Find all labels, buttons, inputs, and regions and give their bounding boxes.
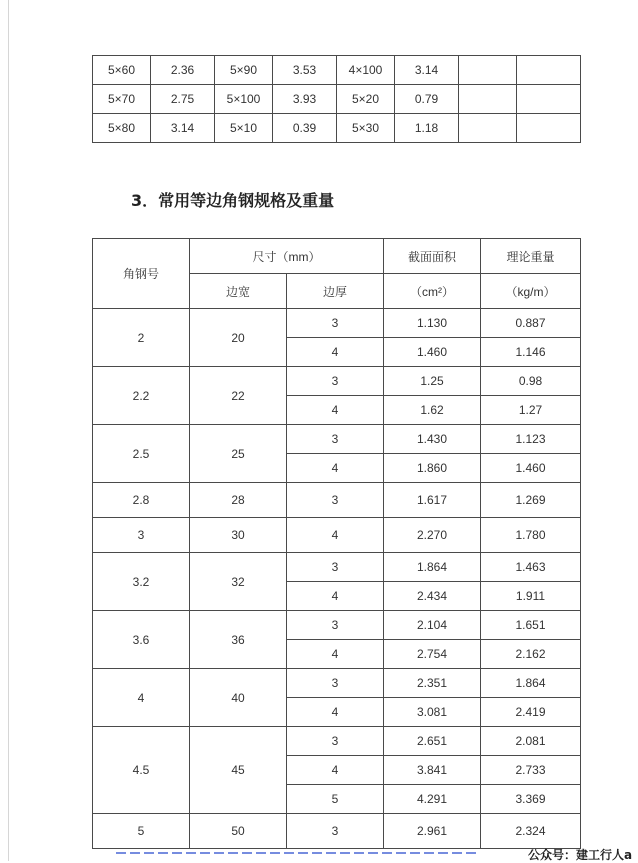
thickness-cell: 3 xyxy=(287,611,384,640)
header-weight: 理论重量 xyxy=(481,239,581,274)
area-cell: 1.460 xyxy=(384,338,481,367)
thickness-cell: 3 xyxy=(287,367,384,396)
weight-cell: 0.98 xyxy=(481,367,581,396)
thickness-cell: 4 xyxy=(287,396,384,425)
footer-link-underline[interactable] xyxy=(116,852,476,854)
table-row xyxy=(93,518,581,553)
angle-no-cell: 3.6 xyxy=(93,611,190,669)
weight-cell: 1.864 xyxy=(481,669,581,698)
weight-cell: 1.269 xyxy=(481,483,581,518)
area-cell: 2.651 xyxy=(384,727,481,756)
thickness-cell: 4 xyxy=(287,640,384,669)
table-row xyxy=(93,309,581,338)
section-title: 3．常用等边角钢规格及重量 xyxy=(131,191,335,210)
table-cell: 5×30 xyxy=(337,114,395,143)
weight-cell: 1.146 xyxy=(481,338,581,367)
header-angle-no: 角钢号 xyxy=(93,239,190,309)
table-cell: 5×70 xyxy=(93,85,151,114)
width-cell: 50 xyxy=(190,814,287,849)
width-cell: 22 xyxy=(190,367,287,425)
table-cell: 2.75 xyxy=(151,85,215,114)
thickness-cell: 4 xyxy=(287,518,384,553)
thickness-cell: 3 xyxy=(287,814,384,849)
area-cell: 3.081 xyxy=(384,698,481,727)
header-area-unit: （cm²） xyxy=(384,274,481,309)
table-cell: 4×100 xyxy=(337,56,395,85)
table-cell: 5×90 xyxy=(215,56,273,85)
weight-cell: 1.651 xyxy=(481,611,581,640)
table-cell: 5×80 xyxy=(93,114,151,143)
area-cell: 2.270 xyxy=(384,518,481,553)
header-size: 尺寸（mm） xyxy=(190,239,384,274)
weight-cell: 2.419 xyxy=(481,698,581,727)
table-row xyxy=(93,553,581,582)
area-cell: 3.841 xyxy=(384,756,481,785)
thickness-cell: 3 xyxy=(287,727,384,756)
area-cell: 2.434 xyxy=(384,582,481,611)
table-cell: 5×20 xyxy=(337,85,395,114)
weight-cell: 2.733 xyxy=(481,756,581,785)
thickness-cell: 5 xyxy=(287,785,384,814)
area-cell: 1.25 xyxy=(384,367,481,396)
table-cell: 5×100 xyxy=(215,85,273,114)
table-cell xyxy=(517,56,581,85)
weight-cell: 0.887 xyxy=(481,309,581,338)
table-cell xyxy=(459,114,517,143)
table-row xyxy=(93,85,581,114)
table-cell xyxy=(459,85,517,114)
header-thickness: 边厚 xyxy=(287,274,384,309)
angle-no-cell: 4.5 xyxy=(93,727,190,814)
width-cell: 32 xyxy=(190,553,287,611)
area-cell: 2.351 xyxy=(384,669,481,698)
table-cell: 1.18 xyxy=(395,114,459,143)
weight-cell: 2.162 xyxy=(481,640,581,669)
table-cell: 3.14 xyxy=(395,56,459,85)
weight-cell: 1.780 xyxy=(481,518,581,553)
table-cell xyxy=(459,56,517,85)
thickness-cell: 4 xyxy=(287,756,384,785)
table-cell: 0.39 xyxy=(273,114,337,143)
table-cell xyxy=(517,114,581,143)
table-cell xyxy=(517,85,581,114)
table-row xyxy=(93,611,581,640)
table-row xyxy=(93,814,581,849)
header-area: 截面面积 xyxy=(384,239,481,274)
thickness-cell: 3 xyxy=(287,309,384,338)
table-row xyxy=(93,483,581,518)
table-row xyxy=(93,114,581,143)
width-cell: 20 xyxy=(190,309,287,367)
page-left-border xyxy=(8,0,9,861)
table-cell: 5×10 xyxy=(215,114,273,143)
table-cell: 3.93 xyxy=(273,85,337,114)
thickness-cell: 3 xyxy=(287,669,384,698)
area-cell: 1.860 xyxy=(384,454,481,483)
table-cell: 5×60 xyxy=(93,56,151,85)
angle-no-cell: 2.2 xyxy=(93,367,190,425)
weight-cell: 1.463 xyxy=(481,553,581,582)
thickness-cell: 4 xyxy=(287,454,384,483)
angle-no-cell: 2 xyxy=(93,309,190,367)
area-cell: 2.961 xyxy=(384,814,481,849)
width-cell: 25 xyxy=(190,425,287,483)
width-cell: 45 xyxy=(190,727,287,814)
area-cell: 2.104 xyxy=(384,611,481,640)
thickness-cell: 4 xyxy=(287,698,384,727)
header-weight-unit: （kg/m） xyxy=(481,274,581,309)
equal-angle-steel-table xyxy=(92,238,581,849)
thickness-cell: 4 xyxy=(287,582,384,611)
width-cell: 36 xyxy=(190,611,287,669)
thickness-cell: 3 xyxy=(287,553,384,582)
weight-cell: 1.123 xyxy=(481,425,581,454)
table-row xyxy=(93,56,581,85)
angle-no-cell: 2.5 xyxy=(93,425,190,483)
table-cell: 0.79 xyxy=(395,85,459,114)
weight-cell: 1.460 xyxy=(481,454,581,483)
table-cell: 2.36 xyxy=(151,56,215,85)
angle-no-cell: 2.8 xyxy=(93,483,190,518)
table-cell: 3.53 xyxy=(273,56,337,85)
weight-cell: 2.324 xyxy=(481,814,581,849)
weight-cell: 2.081 xyxy=(481,727,581,756)
watermark: 公众号：建工行人a xyxy=(528,848,633,862)
thickness-cell: 4 xyxy=(287,338,384,367)
area-cell: 1.62 xyxy=(384,396,481,425)
thickness-cell: 3 xyxy=(287,483,384,518)
area-cell: 1.617 xyxy=(384,483,481,518)
header-width: 边宽 xyxy=(190,274,287,309)
weight-cell: 3.369 xyxy=(481,785,581,814)
table-row xyxy=(93,669,581,698)
table-header-row xyxy=(93,239,581,274)
thickness-cell: 3 xyxy=(287,425,384,454)
table-row xyxy=(93,367,581,396)
angle-no-cell: 5 xyxy=(93,814,190,849)
angle-no-cell: 3 xyxy=(93,518,190,553)
angle-no-cell: 4 xyxy=(93,669,190,727)
width-cell: 30 xyxy=(190,518,287,553)
weight-cell: 1.911 xyxy=(481,582,581,611)
bolt-size-table xyxy=(92,55,581,143)
angle-no-cell: 3.2 xyxy=(93,553,190,611)
table-row xyxy=(93,425,581,454)
area-cell: 2.754 xyxy=(384,640,481,669)
area-cell: 1.130 xyxy=(384,309,481,338)
area-cell: 1.430 xyxy=(384,425,481,454)
width-cell: 28 xyxy=(190,483,287,518)
table-row xyxy=(93,727,581,756)
table-cell: 3.14 xyxy=(151,114,215,143)
weight-cell: 1.27 xyxy=(481,396,581,425)
area-cell: 4.291 xyxy=(384,785,481,814)
width-cell: 40 xyxy=(190,669,287,727)
area-cell: 1.864 xyxy=(384,553,481,582)
